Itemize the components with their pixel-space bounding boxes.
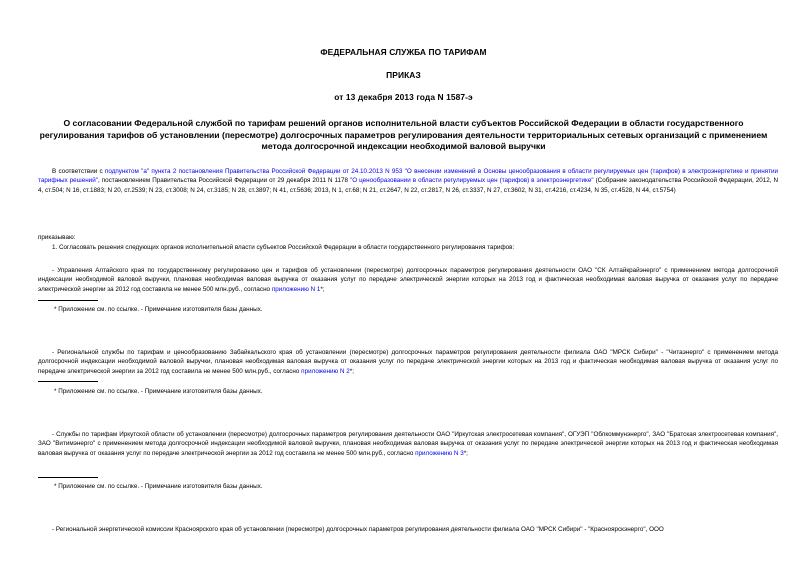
decision-irkutsk-tail: *; (463, 449, 468, 457)
footnote-divider (38, 381, 98, 382)
preamble-text-1: В соответствии с (52, 168, 105, 175)
decision-zabaikalsky-text: - Региональной службы по тарифам и ценообразованию Забайкальского края об установлении (пересмотре) долгосрочных параметров регулирования деятельности филиала ОАО "МРСК Сибири" - "Читаэнерго" с применением метода долгосрочной индексации необходимой валовой выручки, плановая необходимая валовая выручка от оказания услуг по передаче электрической энергии которых на 2013 год и фактическая необходимая валовая выручка от оказания услуг по передаче электрической энергии за 2012 год составила не менее 500 млн.руб., согласно (38, 349, 778, 375)
decision-irkutsk (38, 430, 778, 458)
appendix-3-link[interactable]: приложению N 3 (415, 449, 464, 457)
decision-altai (38, 266, 778, 294)
order-word: приказываю: (38, 234, 76, 241)
footnote-divider (38, 300, 98, 301)
document-type-heading: ПРИКАЗ (386, 70, 421, 80)
footnote-1: * Приложение см. по ссылке. - Примечание изготовителя базы данных. (54, 306, 263, 313)
decision-altai-tail: *; (320, 285, 325, 293)
document-date-heading: от 13 декабря 2013 года N 1587-э (334, 92, 473, 102)
footnote-divider (38, 477, 98, 478)
decision-irkutsk-text: - Службы по тарифам Иркутской области об установлении (пересмотре) долгосрочных параметров регулирования деятельности ОАО "Иркутская электросетевая компания", ОГУЭП "Облкоммунэнерго", ЗАО "Братская электросетевая компания", ЗАО "Витимэнерго" с применением метода долгосрочной индексации необходимой валовой выручки, плановая необходимая валовая выручка от оказания услуг по передаче электрической энергии которых на 2013 год и фактическая необходимая валовая выручка от оказания услуг по передаче электрической энергии за 2012 год составила не менее 500 млн.руб., согласно (38, 431, 778, 457)
document-title: О согласовании Федеральной службой по тарифам решений органов исполнительной власти субъектов Российской Федерации в области государственного регулирования тарифов об установлении (пересмотре) долгосрочных параметров регулирования деятельности территориальных сетевых организаций с применением метода долгосрочной индексации необходимой валовой выручки (39, 118, 768, 151)
appendix-1-link[interactable]: приложению N 1 (271, 285, 321, 293)
footnote-2: * Приложение см. по ссылке. - Примечание изготовителя базы данных. (54, 388, 263, 395)
preamble-paragraph (38, 167, 778, 195)
appendix-2-link[interactable]: приложению N 2 (301, 367, 350, 375)
item-1-text: 1. Согласовать решения следующих органов исполнительной власти субъектов Российской Федерации в области государственного регулирования тарифов: (52, 244, 515, 251)
footnote-3: * Приложение см. по ссылке. - Примечание изготовителя базы данных. (54, 483, 263, 490)
decision-zabaikalsky-tail: *; (349, 367, 354, 375)
preamble-link-decree-1178[interactable]: "О ценообразовании в области регулируемых цен (тарифов) в электроэнергетике" (350, 177, 594, 185)
agency-heading: ФЕДЕРАЛЬНАЯ СЛУЖБА ПО ТАРИФАМ (320, 47, 487, 57)
preamble-link-decree-953[interactable]: подпунктом "а" пункта 2 постановления Правительства Российской Федерации от 24.10.2013 N 953 "О внесении изменений в Основы ценообразования в области регулируемых цен (тарифов) в электроэнергетике и принятии тарифных решений" (38, 168, 778, 185)
decision-zabaikalsky (38, 348, 778, 376)
preamble-text-2: , постановлением Правительства Российской Федерации от 29 декабря 2011 N 1178 (97, 177, 350, 185)
decision-krasnoyarsk-start: - Региональной энергетической комиссии Красноярского края об установлении (пересмотре) долгосрочных параметров регулирования деятельности филиала ОАО "МРСК Сибири" - "Красноярскэнерго", ООО (52, 526, 664, 533)
decision-altai-text: - Управления Алтайского края по государственному регулированию цен и тарифов об установлении (пересмотре) долгосрочных параметров регулирования деятельности ОАО "СК Алтайкрайэнерго" с применением метода долгосрочной индексации необходимой валовой выручки, плановая необходимая валовая выручка от оказания услуг по передаче электрической энергии которых на 2013 год и фактическая необходимая валовая выручка от оказания услуг по передаче электрической энергии за 2012 год составила не менее 500 млн.руб., согласно (38, 267, 778, 293)
preamble-text-3: (Собрание законодательства Российской Федерации, 2012, N 4, ст.504; N 16, ст.1883; N 20, ст.2539; N 23, ст.3008; N 24, ст.3185; N 28, ст.3897; N 41, ст.5636; 2013, N 1, ст.68; N 21, ст.2647, N 22, ст.2817, N 26, ст.3337, N 27, ст.3602, N 31, ст.4216, ст.4234, N 35, ст.4528, N 44, ст.5754) (38, 177, 779, 194)
